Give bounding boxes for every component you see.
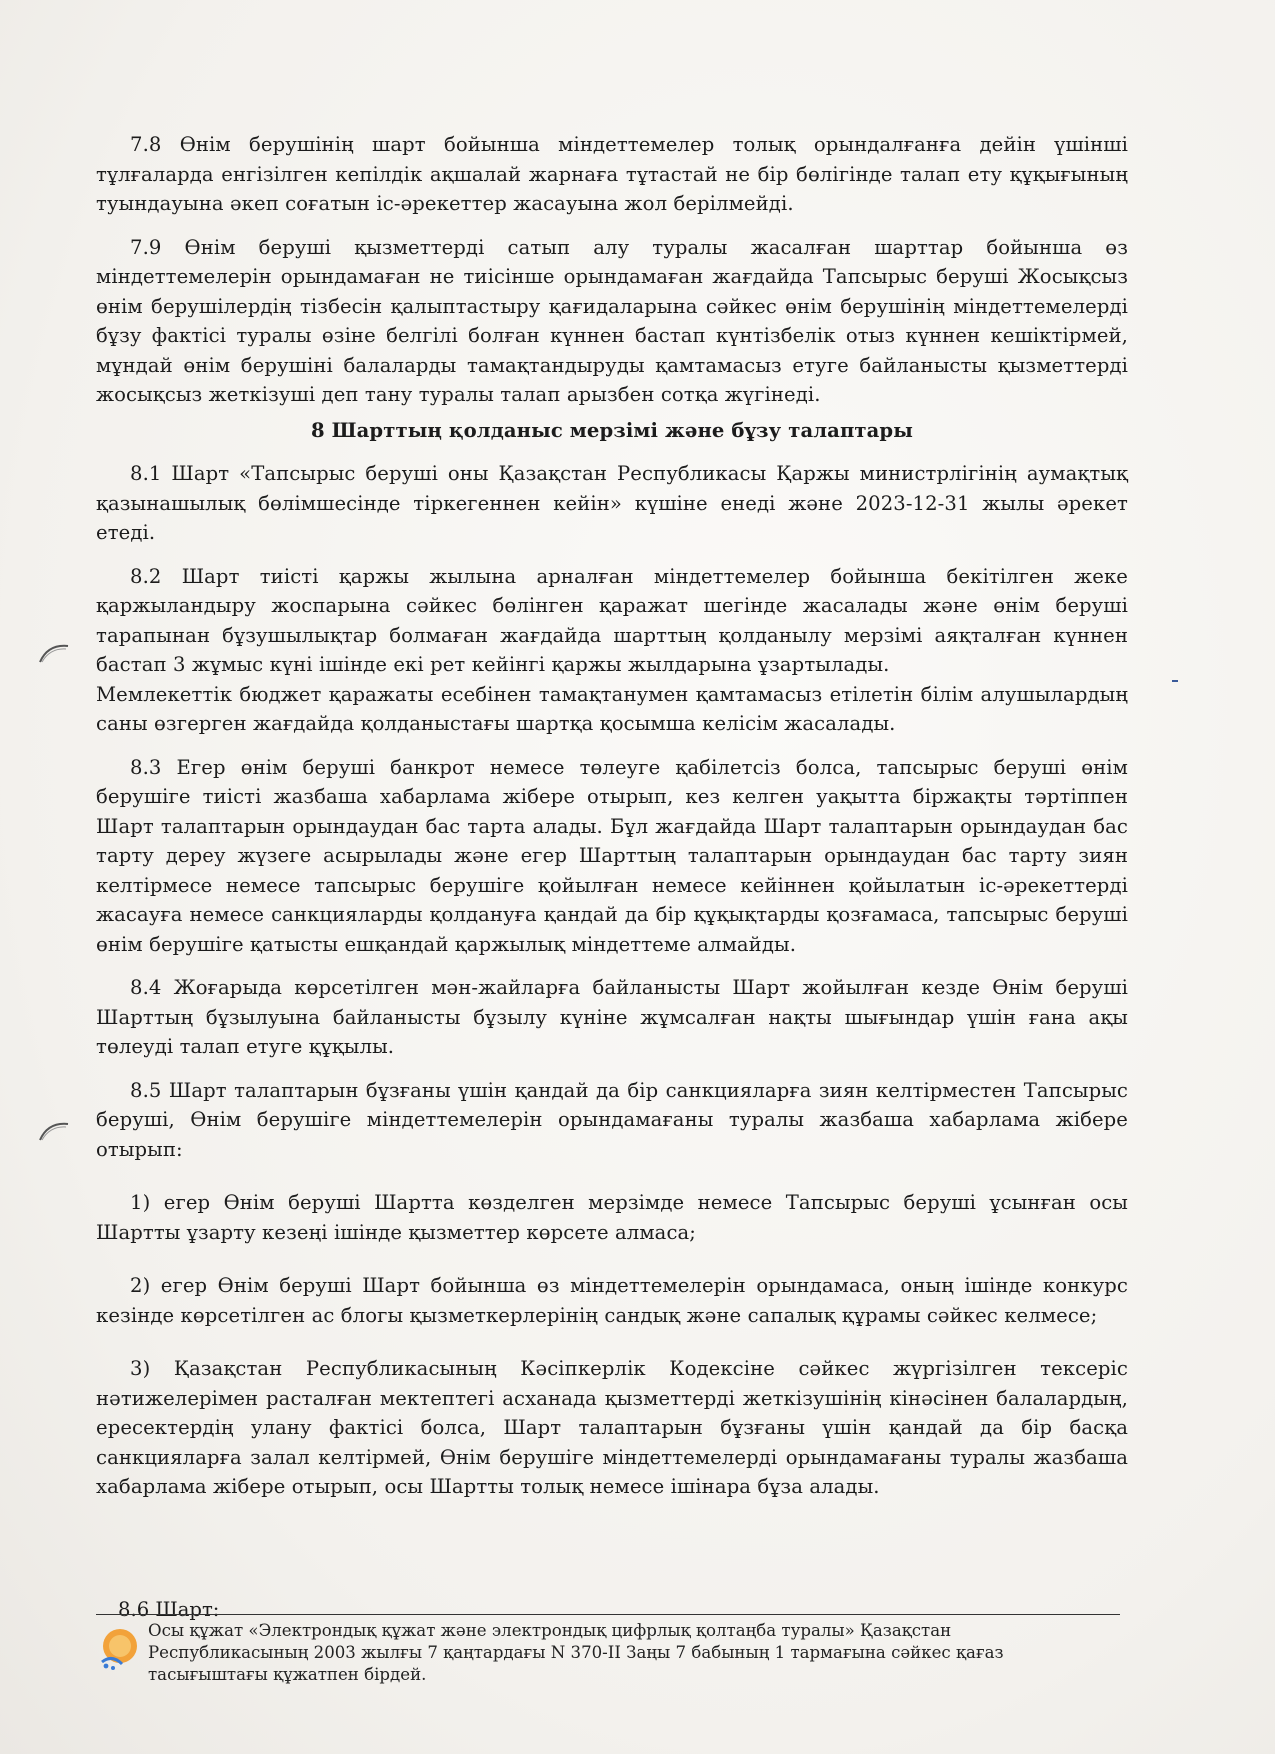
paragraph-8-2: 8.2 Шарт тиісті қаржы жылына арналған міндеттемелер бойынша бекітілген жеке қаржыландыру жоспарына сәйкес бөлінген қаражат шегінде жасалады және өнім беруші тарапынан бұзушылықтар болмаған жағдайда шарттың қолданылу мерзімі аяқталған күннен бастап 3 жұмыс күні ішінде екі рет кейінгі қаржы жылдарына ұзартылады.: [96, 564, 1128, 676]
list-item-1: 1) егер Өнім беруші Шартта көзделген мерзімде немесе Тапсырыс беруші ұсынған осы Шартты ұзарту кезеңі ішінде қызметтер көрсете алмаса;: [96, 1191, 1128, 1244]
punch-hole-icon: [38, 1118, 74, 1148]
paragraph-8-5: 8.5 Шарт талаптарын бұзғаны үшін қандай да бір санкцияларға зиян келтірместен Тапсырыс беруші, Өнім берушіге міндеттемелерін орындамағаны туралы жазбаша хабарлама жібере отырып:: [96, 1078, 1128, 1161]
footer-line-2: Республикасының 2003 жылғы 7 қаңтардағы N 370-II Заңы 7 бабының 1 тармағына сәйкес қағаз: [148, 1643, 1004, 1662]
paragraph-8-1: 8.1 Шарт «Тапсырыс беруші оны Қазақстан Республикасы Қаржы министрлігінің аумақтық қазынашылық бөлімшесінде тіркегеннен кейін» күшіне енеді және 2023-12-31 жылы әрекет етеді.: [96, 462, 1128, 544]
paragraph-8-4: 8.4 Жоғарыда көрсетілген мән-жайларға байланысты Шарт жойылған кезде Өнім беруші Шарттың бұзылуына байланысты бұзылу күніне жұмсалған нақты шығындар үшін ғана ақы төлеуді талап етуге құқылы.: [96, 976, 1128, 1058]
paragraph-8-6-cut: 8.6 Шарт:: [118, 1598, 220, 1621]
paragraph-7-8: 7.8 Өнім берушінің шарт бойынша міндеттемелер толық орындалғанға дейін үшінші тұлғаларда енгізілген кепілдік ақшалай жарнаға тұтастай не бір бөлігінде талап ету құқығының туындауына әкеп соғатын іс-әрекеттер жасауына жол берілмейді.: [96, 133, 1128, 215]
footer-line-3: тасығыштағы құжатпен бірдей.: [148, 1665, 427, 1684]
footer-line-1: Осы құжат «Электрондық құжат және электрондық цифрлық қолтаңба туралы» Қазақстан: [148, 1621, 952, 1640]
punch-hole-icon: [38, 640, 74, 670]
document-body: [96, 130, 1128, 1502]
egov-logo-icon: [96, 1624, 144, 1672]
paragraph-8-2-continuation: Мемлекеттік бюджет қаражаты есебінен тамақтанумен қамтамасыз етілетін білім алушылардың саны өзгерген жағдайда қолданыстағы шартқа қосымша келісім жасалады.: [96, 682, 1128, 735]
section-heading-8: 8 Шарттың қолданыс мерзімі және бұзу талаптары: [311, 418, 913, 442]
paragraph-8-3: 8.3 Егер өнім беруші банкрот немесе төлеуге қабілетсіз болса, тапсырыс беруші өнім берушіге тиісті жазбаша хабарлама жібере отырып, кез келген уақытта біржақты тәртіппен Шарт талаптарын орындаудан бас тарта алады. Бұл жағдайда Шарт талаптарын орындаудан бас тарту дереу жүзеге асырылады және егер Шарттың талаптарын орындаудан бас тарту зиян келтірмесе немесе тапсырыс берушіге қойылған немесе кейіннен қойылатын іс-әрекеттерді жасауға немесе санкцияларды қолдануға қандай да бір құқықтарды қозғамаса, тапсырыс беруші өнім берушіге қатысты ешқандай қаржылық міндеттеме алмайды.: [96, 755, 1128, 956]
paragraph-7-9: 7.9 Өнім беруші қызметтерді сатып алу туралы жасалған шарттар бойынша өз міндеттемелерін орындамаған не тиісінше орындамаған жағдайда Тапсырыс беруші Жосықсыз өнім берушілердің тізбесін қалыптастыру қағидаларына сәйкес өнім берушінің міндеттемелерді бұзу фактісі туралы өзіне белгілі болған күннен бастап күнтізбелік отыз күннен кешіктірмей, мұндай өнім берушіні балаларды тамақтандыруды қамтамасыз етуге байланысты қызметтерді жосықсыз жеткізуші деп тану туралы талап арызбен сотқа жүгінеді.: [96, 235, 1128, 406]
footer-divider: [96, 1614, 1120, 1615]
list-item-2: 2) егер Өнім беруші Шарт бойынша өз міндеттемелерін орындамаса, оның ішінде конкурс кезінде көрсетілген ас блогы қызметкерлерінің сандық және сапалық құрамы сәйкес келмесе;: [96, 1274, 1128, 1327]
scan-speck: [1172, 680, 1178, 682]
footer-notice: [148, 1620, 1108, 1686]
list-item-3: 3) Қазақстан Республикасының Кәсіпкерлік Кодексіне сәйкес жүргізілген тексеріс нәтижелерімен расталған мектептегі асханада қызметтерді жеткізушінің кінәсінен балалардың, ересектердің улану фактісі болса, Шарт талаптарын бұзғаны үшін қандай да бір басқа санкцияларға залал келтірмей, Өнім берушіге міндеттемелерді орындамағаны туралы жазбаша хабарлама жібере отырып, осы Шартты толық немесе ішінара бұза алады.: [96, 1357, 1128, 1498]
